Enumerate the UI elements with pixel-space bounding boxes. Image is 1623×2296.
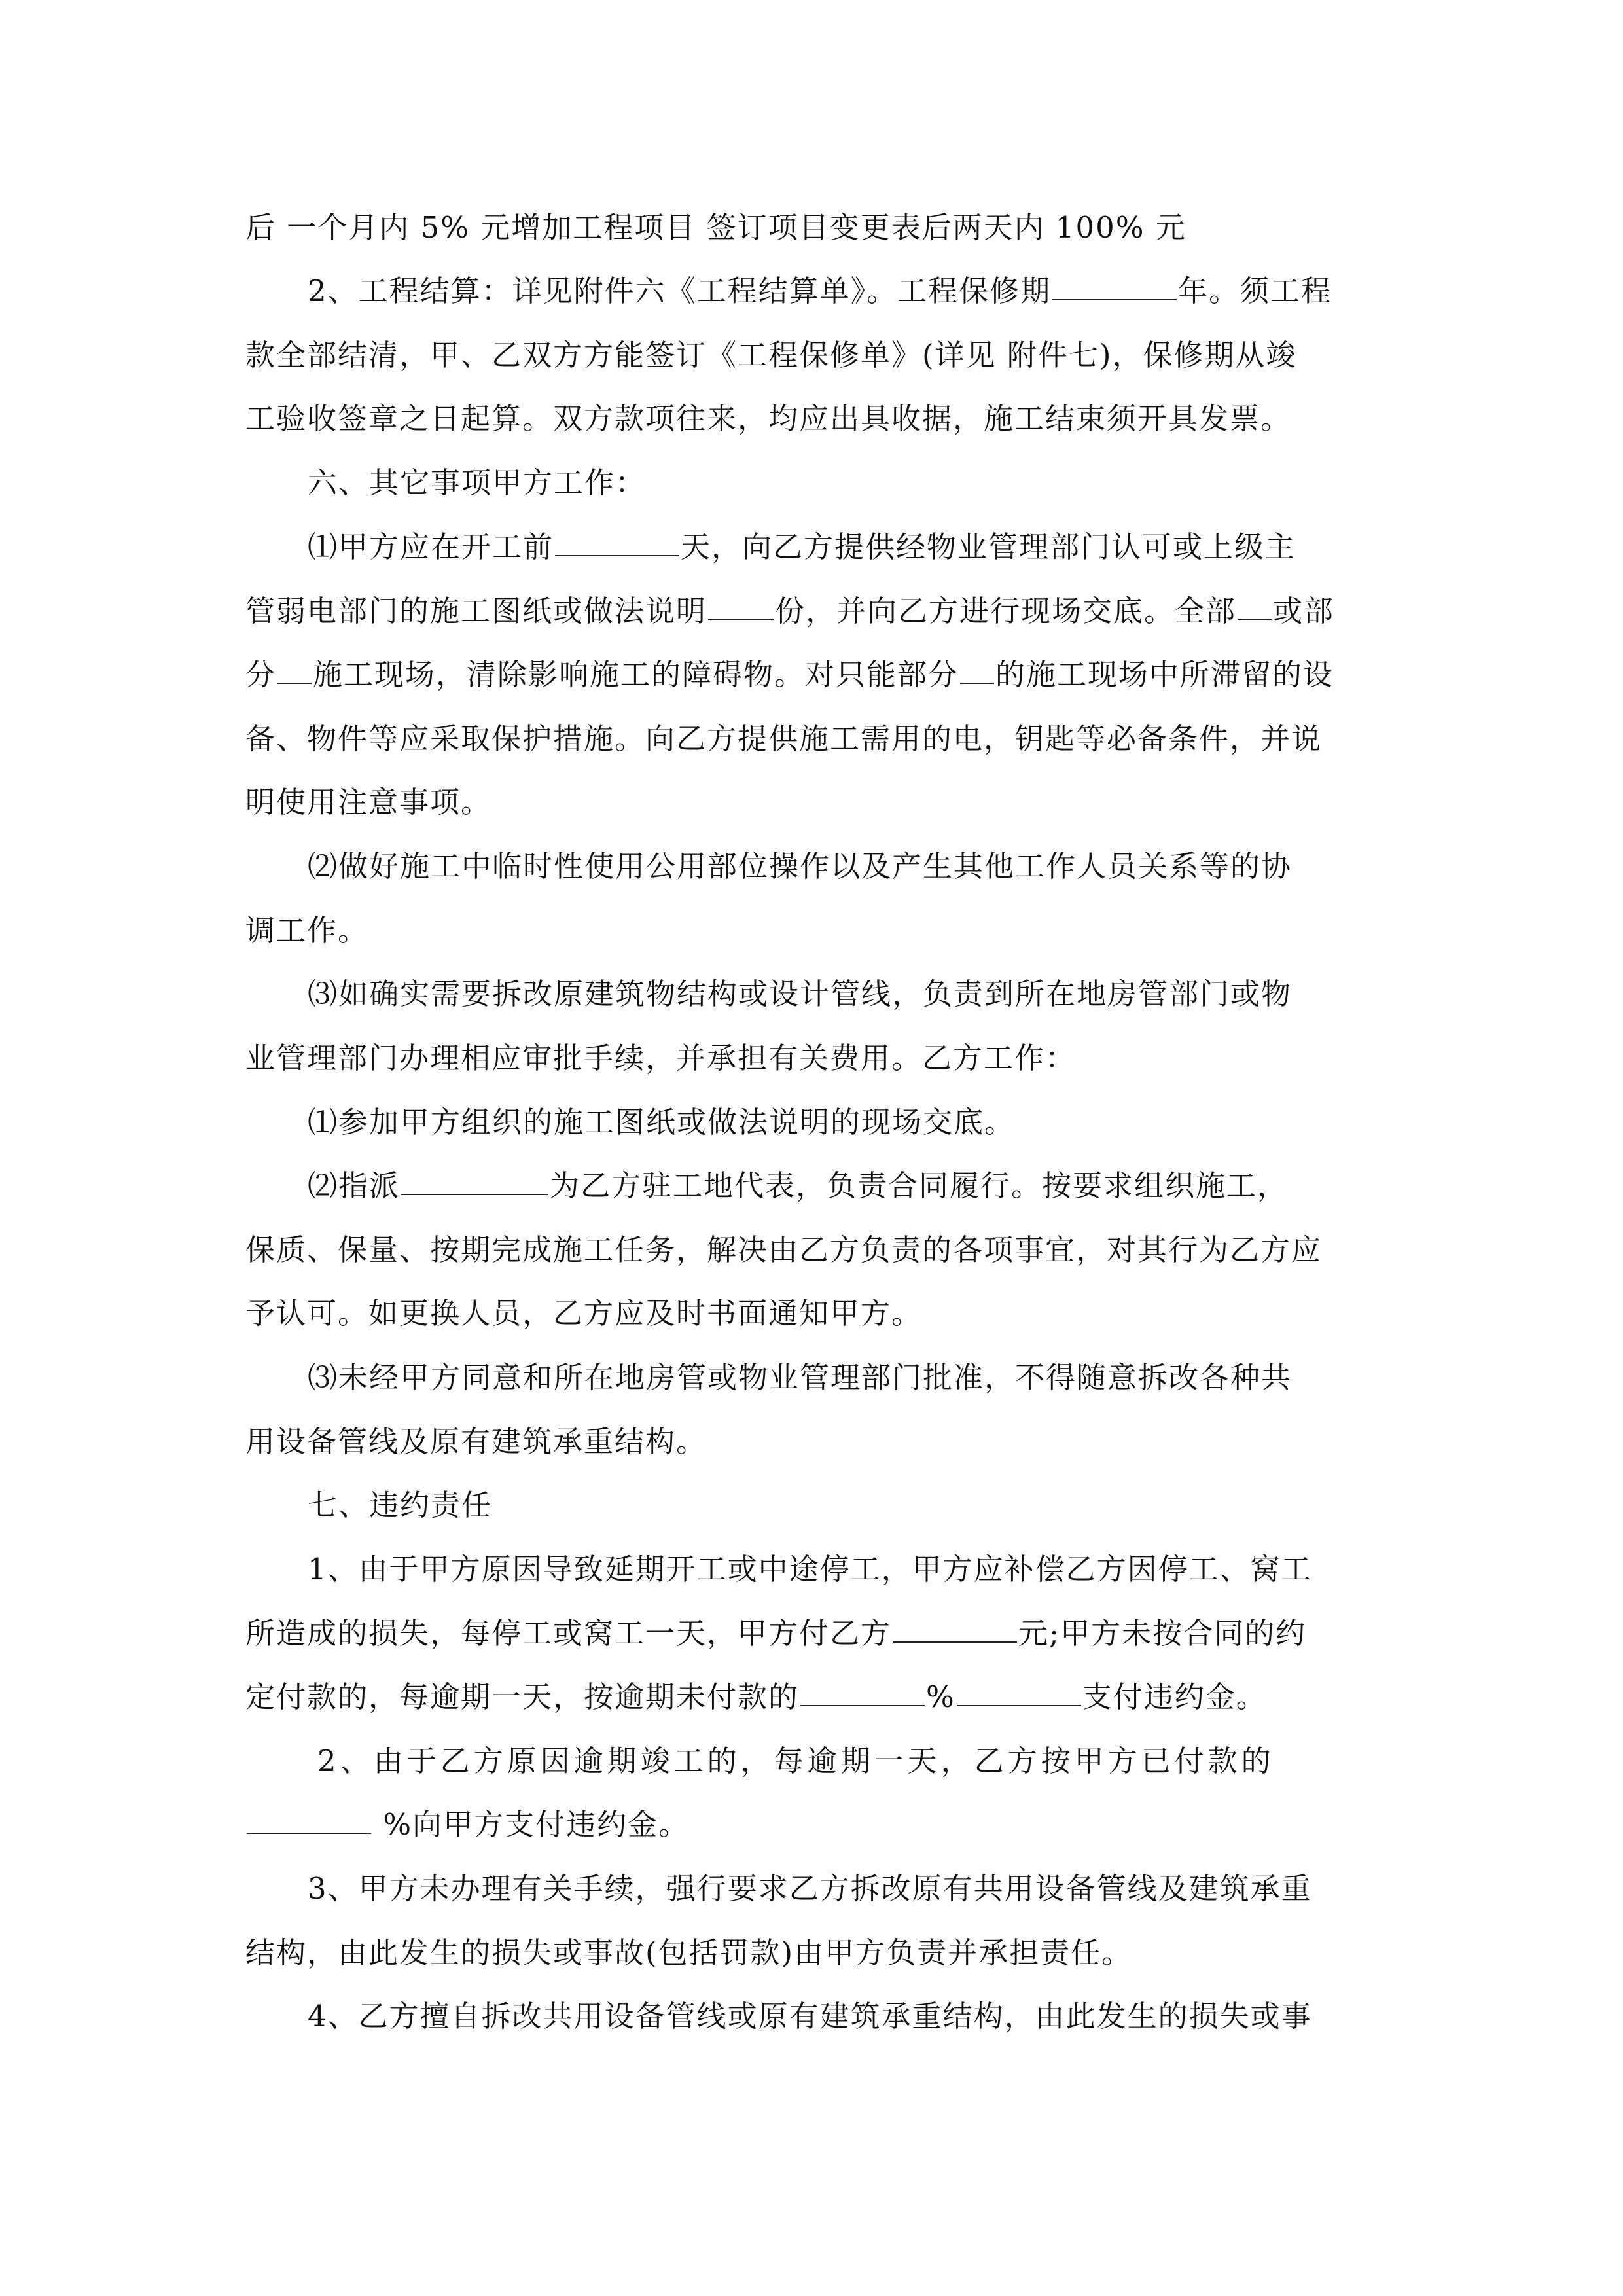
fill-in-blank[interactable] (893, 1607, 1017, 1643)
fill-in-blank[interactable] (247, 1799, 371, 1834)
fill-in-blank[interactable] (401, 1160, 548, 1195)
text-line: 业管理部门办理相应审批手续，并承担有关费用。乙方工作： (245, 1041, 1077, 1075)
text-line: 2、工程结算：详见附件六《工程结算单》。工程保修期 年。须工程 (308, 265, 1332, 317)
text-line: 工验收签章之日起算。双方款项往来，均应出具收据，施工结束须开具发票。 (245, 401, 1292, 436)
fill-in-blank[interactable] (277, 649, 312, 684)
fill-in-blank[interactable] (960, 649, 994, 684)
fill-in-blank[interactable] (555, 521, 679, 556)
text-line: 明使用注意事项。 (245, 785, 492, 819)
text-line: %向甲方支付违约金。 (245, 1799, 689, 1851)
text-line: ⑶未经甲方同意和所在地房管或物业管理部门批准，不得随意拆改各种共 (308, 1360, 1293, 1395)
fill-in-blank[interactable] (1052, 265, 1177, 300)
text-line: ⑵指派 为乙方驻工地代表，负责合同履行。按要求组织施工， (308, 1160, 1288, 1212)
text-line: ⑴甲方应在开工前 天，向乙方提供经物业管理部门认可或上级主 (308, 521, 1296, 573)
section-heading: 六、其它事项甲方工作： (308, 465, 647, 500)
section-heading: 七、违约责任 (308, 1488, 493, 1522)
text-line: 所造成的损失，每停工或窝工一天，甲方付乙方 元;甲方未按合同的约 (245, 1607, 1306, 1660)
text-line: 分 施工现场，清除影响施工的障碍物。对只能部分 的施工现场中所滞留的设 (245, 649, 1334, 701)
text-line: ⑶如确实需要拆改原建筑物结构或设计管线，负责到所在地房管部门或物 (308, 977, 1293, 1011)
fill-in-blank[interactable] (957, 1671, 1081, 1706)
text-line: 2、由于乙方原因逾期竣工的，每逾期一天，乙方按甲方已付款的 (317, 1744, 1275, 1778)
text-line: 保质、保量、按期完成施工任务，解决由乙方负责的各项事宜，对其行为乙方应 (245, 1232, 1323, 1267)
text-line: 调工作。 (245, 913, 369, 948)
text-line: 款全部结清，甲、乙双方方能签订《工程保修单》(详见 附件七)，保修期从竣 (245, 338, 1297, 372)
text-line: 后 一个月内 5% 元增加工程项目 签订项目变更表后两天内 100% 元 (245, 210, 1186, 245)
text-line: 结构，由此发生的损失或事故(包括罚款)由甲方负责并承担责任。 (245, 1935, 1133, 1970)
text-line: 用设备管线及原有建筑承重结构。 (245, 1424, 707, 1459)
fill-in-blank[interactable] (1238, 585, 1272, 620)
text-line: 1、由于甲方原因导致延期开工或中途停工，甲方应补偿乙方因停工、窝工 (308, 1552, 1312, 1587)
fill-in-blank[interactable] (708, 585, 774, 620)
text-line: 予认可。如更换人员，乙方应及时书面通知甲方。 (245, 1296, 923, 1331)
text-line: 管弱电部门的施工图纸或做法说明 份，并向乙方进行现场交底。全部 或部 (245, 585, 1334, 637)
text-line: 备、物件等应采取保护措施。向乙方提供施工需用的电，钥匙等必备条件，并说 (245, 721, 1323, 756)
text-line: ⑵做好施工中临时性使用公用部位操作以及产生其他工作人员关系等的协 (308, 849, 1293, 884)
text-line: ⑴参加甲方组织的施工图纸或做法说明的现场交底。 (308, 1105, 1016, 1139)
text-line: 定付款的，每逾期一天，按逾期未付款的 % 支付违约金。 (245, 1671, 1267, 1723)
text-line: 4、乙方擅自拆改共用设备管线或原有建筑承重结构，由此发生的损失或事 (308, 1999, 1312, 2034)
fill-in-blank[interactable] (800, 1671, 925, 1706)
text-line: 3、甲方未办理有关手续，强行要求乙方拆改原有共用设备管线及建筑承重 (308, 1871, 1312, 1906)
